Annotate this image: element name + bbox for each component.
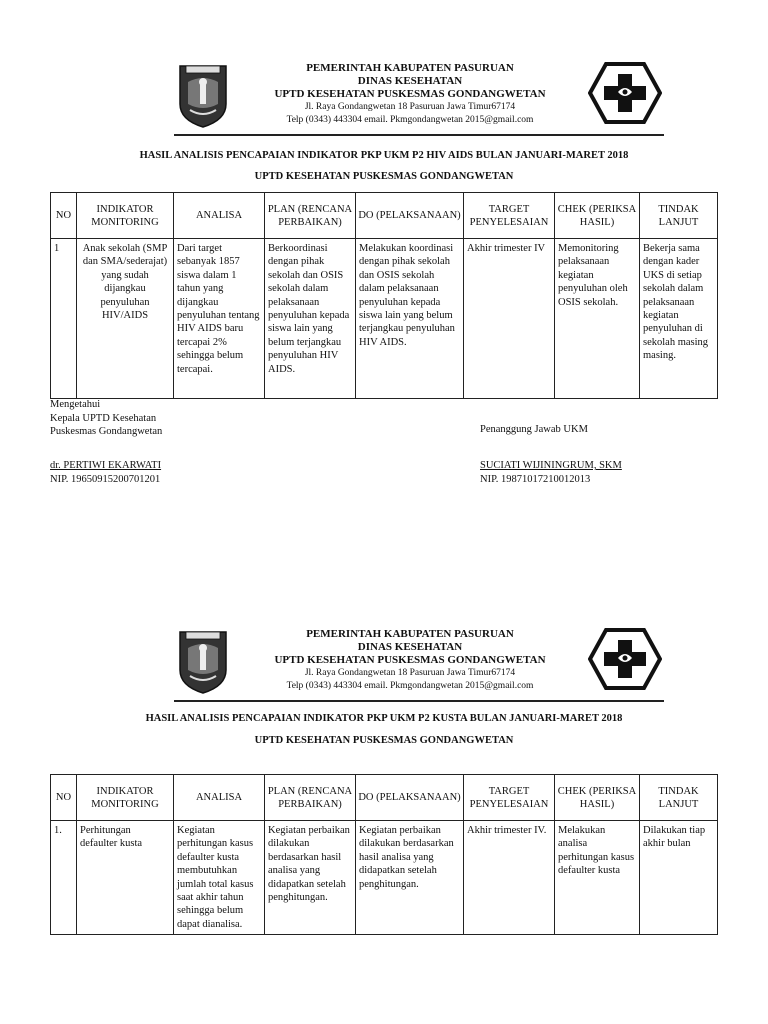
signature-pj-name [480, 459, 622, 486]
col-target: TARGET PENYELESAIAN [464, 193, 555, 239]
col-analisa: ANALISA [174, 193, 265, 239]
gov-name: PEMERINTAH KABUPATEN PASURUAN [306, 62, 514, 74]
cell-plan: Kegiatan perbaikan dilakukan berdasarkan hasil analisa yang didapatkan setelah penghitungan. [265, 821, 356, 935]
col-do: DO (PELAKSANAAN) [356, 775, 464, 821]
pj-nip: NIP. 19871017210012013 [480, 473, 591, 485]
kepala-nip: NIP. 19650915200701201 [50, 473, 161, 485]
col-target: TARGET PENYELESAIAN [464, 775, 555, 821]
cell-indikator: Perhitungan defaulter kusta [77, 821, 174, 935]
cell-indikator: Anak sekolah (SMP dan SMA/sederajat) yang sudah dijangkau penyuluhan HIV/AIDS [77, 239, 174, 399]
cell-do: Melakukan koordinasi dengan pihak sekolah dan OSIS sekolah dalam pelaksanaan penyuluhan kepada siswa lain yang belum terjangkau penyuluhan HIV AIDS. [356, 239, 464, 399]
col-plan: PLAN (RENCANA PERBAIKAN) [265, 775, 356, 821]
cell-target: Akhir trimester IV. [464, 821, 555, 935]
col-indikator: INDIKATOR MONITORING [77, 775, 174, 821]
col-tindak: TINDAK LANJUT [640, 193, 718, 239]
signature-head [50, 398, 162, 439]
uptd-name: UPTD KESEHATAN PUSKESMAS GONDANGWETAN [274, 654, 546, 666]
cell-analisa: Kegiatan perhitungan kasus defaulter kusta membutuhkan jumlah total kasus saat akhir tahun sehingga belum dapat dianalisa. [174, 821, 265, 935]
address: Jl. Raya Gondangwetan 18 Pasuruan Jawa Timur67174 [304, 102, 516, 112]
report-subtitle-1: UPTD KESEHATAN PUSKESMAS GONDANGWETAN [254, 171, 514, 182]
cell-analisa: Dari target sebanyak 1857 siswa dalam 1 tahun yang dijangkau penyuluhan tentang HIV AIDS baru tercapai 2% sehingga belum tercapai. [174, 239, 265, 399]
table-header-row [51, 193, 718, 239]
cell-chek: Melakukan analisa perhitungan kasus defaulter kusta [555, 821, 640, 935]
cell-chek: Memonitoring pelaksanaan kegiatan penyuluhan oleh OSIS sekolah. [555, 239, 640, 399]
col-no: NO [51, 775, 77, 821]
uptd-name: UPTD KESEHATAN PUSKESMAS GONDANGWETAN [274, 88, 546, 100]
analysis-table-2 [50, 774, 718, 935]
signature-pj-title [480, 423, 588, 437]
regency-emblem-icon [176, 60, 230, 128]
letterhead-rule-1 [174, 134, 664, 136]
pj-title: Penanggung Jawab UKM [480, 424, 588, 435]
kepala-title-2: Puskesmas Gondangwetan [50, 426, 163, 437]
signature-head-name [50, 459, 161, 486]
col-plan: PLAN (RENCANA PERBAIKAN) [265, 193, 356, 239]
letterhead-text-2 [240, 628, 580, 693]
contact: Telp (0343) 443304 email. Pkmgondangwetan 2015@gmail.com [286, 115, 534, 125]
address: Jl. Raya Gondangwetan 18 Pasuruan Jawa Timur67174 [304, 668, 516, 678]
report-subtitle-2: UPTD KESEHATAN PUSKESMAS GONDANGWETAN [254, 735, 514, 746]
report-title-2: HASIL ANALISIS PENCAPAIAN INDIKATOR PKP UKM P2 KUSTA BULAN JANUARI-MARET 2018 [145, 713, 623, 724]
col-indikator: INDIKATOR MONITORING [77, 193, 174, 239]
gov-name: PEMERINTAH KABUPATEN PASURUAN [306, 628, 514, 640]
cell-no: 1. [51, 821, 77, 935]
cell-plan: Berkoordinasi dengan pihak sekolah dan OSIS sekolah dalam pelaksanaan penyuluhan kepada siswa lain yang belum terjangkau penyuluhan HIV AIDS. [265, 239, 356, 399]
cell-target: Akhir trimester IV [464, 239, 555, 399]
col-chek: CHEK (PERIKSA HASIL) [555, 775, 640, 821]
regency-emblem-icon [176, 626, 230, 694]
table-header-row [51, 775, 718, 821]
contact: Telp (0343) 443304 email. Pkmgondangwetan 2015@gmail.com [286, 681, 534, 691]
col-do: DO (PELAKSANAAN) [356, 193, 464, 239]
letterhead-2 [170, 626, 690, 698]
col-tindak: TINDAK LANJUT [640, 775, 718, 821]
cell-tindak: Dilakukan tiap akhir bulan [640, 821, 718, 935]
dept-name: DINAS KESEHATAN [357, 641, 463, 653]
cell-do: Kegiatan perbaikan dilakukan berdasarkan hasil analisa yang didapatkan setelah penghitungan. [356, 821, 464, 935]
letterhead-rule-2 [174, 700, 664, 702]
puskesmas-logo-icon [588, 628, 662, 690]
letterhead-text-1 [240, 62, 580, 127]
analysis-table-1 [50, 192, 718, 399]
pj-name: SUCIATI WIJININGRUM, SKM [480, 460, 622, 471]
col-no: NO [51, 193, 77, 239]
cell-no: 1 [51, 239, 77, 399]
table-row [51, 821, 718, 935]
kepala-name: dr. PERTIWI EKARWATI [50, 460, 162, 471]
cell-tindak: Bekerja sama dengan kader UKS di setiap sekolah dalam pelaksanaan kegiatan penyuluhan di sekolah masing masing. [640, 239, 718, 399]
puskesmas-logo-icon [588, 62, 662, 124]
table-row [51, 239, 718, 399]
report-title-1: HASIL ANALISIS PENCAPAIAN INDIKATOR PKP UKM P2 HIV AIDS BULAN JANUARI-MARET 2018 [139, 150, 629, 161]
kepala-title-1: Kepala UPTD Kesehatan [50, 412, 157, 424]
mengetahui-label: Mengetahui [50, 399, 101, 410]
col-analisa: ANALISA [174, 775, 265, 821]
letterhead-1 [170, 60, 690, 132]
col-chek: CHEK (PERIKSA HASIL) [555, 193, 640, 239]
dept-name: DINAS KESEHATAN [357, 75, 463, 87]
